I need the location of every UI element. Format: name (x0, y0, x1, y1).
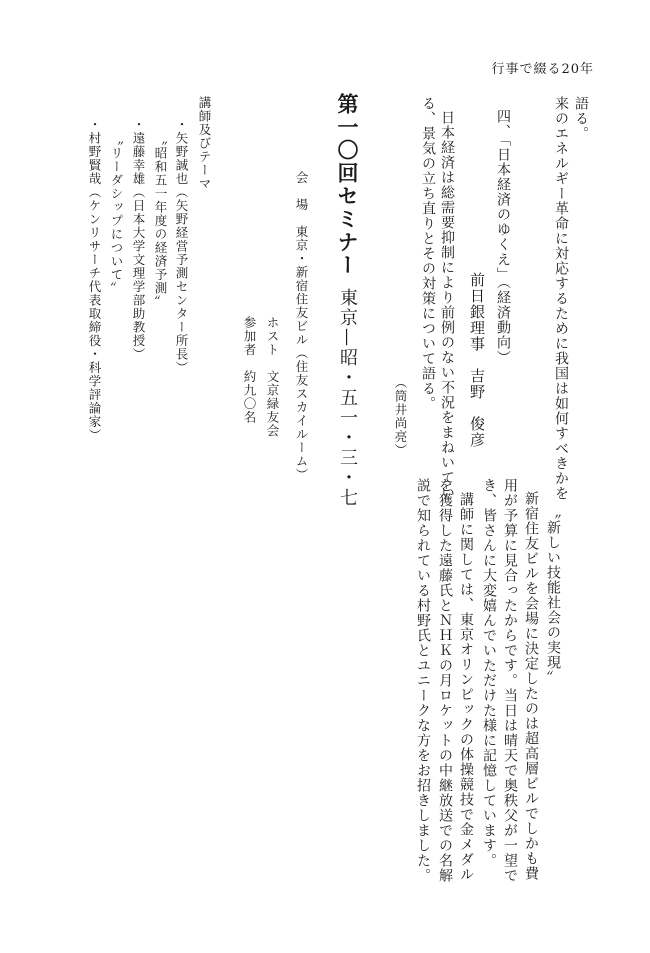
topic4-speaker: 前日銀理事 吉野 俊彦 (468, 272, 486, 448)
bottom-heading: 〝新しい技能社会の実現〟 (545, 505, 561, 685)
lecturer1: ・矢野誠也（矢野経営予測センター所長） (174, 118, 189, 375)
bottom-p2-line2: を獲得した遠藤氏とＮＨＫの月ロケットの中継放送での名解 (437, 478, 453, 883)
author-credit: （筒井尚亮） (393, 376, 408, 457)
running-header: 行事で綴る20年 (491, 62, 594, 77)
lecturers-heading: 講師及びテーマ (197, 96, 212, 191)
bottom-p1-line1: 新宿住友ビルを会場に決定したのは超高層ビルでしかも費 (523, 491, 539, 881)
para1-line1: 来のエネルギー革命に対応するために我国は如何すべきかを (553, 96, 569, 501)
lecturer1-theme: 〝昭和五一年度の経済予測〟 (153, 133, 168, 309)
lecturer2-theme: 〝リーダシップについて〟 (109, 133, 124, 295)
lecturer3: ・村野賢哉（ケンリサーチ代表取締役・科学評論家） (87, 118, 102, 442)
seminar-attendees: 参加者 約九〇名 (242, 316, 257, 424)
para1-line2: 語る。 (573, 96, 589, 141)
para2-line1: 日本経済は総需要抑制により前例のない不況をまねいてい (439, 110, 455, 500)
seminar-host: ホスト 文京緑友会 (265, 316, 280, 438)
seminar-title: 第一〇回セミナー (335, 93, 359, 277)
topic4-heading: 四、「日本経済のゆくえ」（経済動向） (495, 109, 511, 365)
bottom-p1-line2: 用が予算に見合ったからです。当日は晴天で奥秩父が一望で (502, 478, 518, 883)
seminar-venue: 会 場 東京・新宿住友ビル（住友スカイルーム） (294, 171, 309, 482)
para2-line2: る、景気の立ち直りとその対策について語る。 (420, 96, 436, 411)
lecturer2: ・遠藤幸雄（日本大学文理学部助教授） (131, 118, 146, 361)
bottom-p2-line1: 講師に関しては、東京オリンピックの体操競技で金メダル (458, 492, 474, 882)
seminar-date: 東京—昭・五一・三・七 (337, 288, 358, 508)
bottom-p1-line3: き、皆さんに大変嬉んでいただけた様に記憶しています。 (481, 478, 497, 868)
bottom-p2-line3: 説で知られている村野氏とユニークな方をお招きしました。 (415, 478, 431, 883)
